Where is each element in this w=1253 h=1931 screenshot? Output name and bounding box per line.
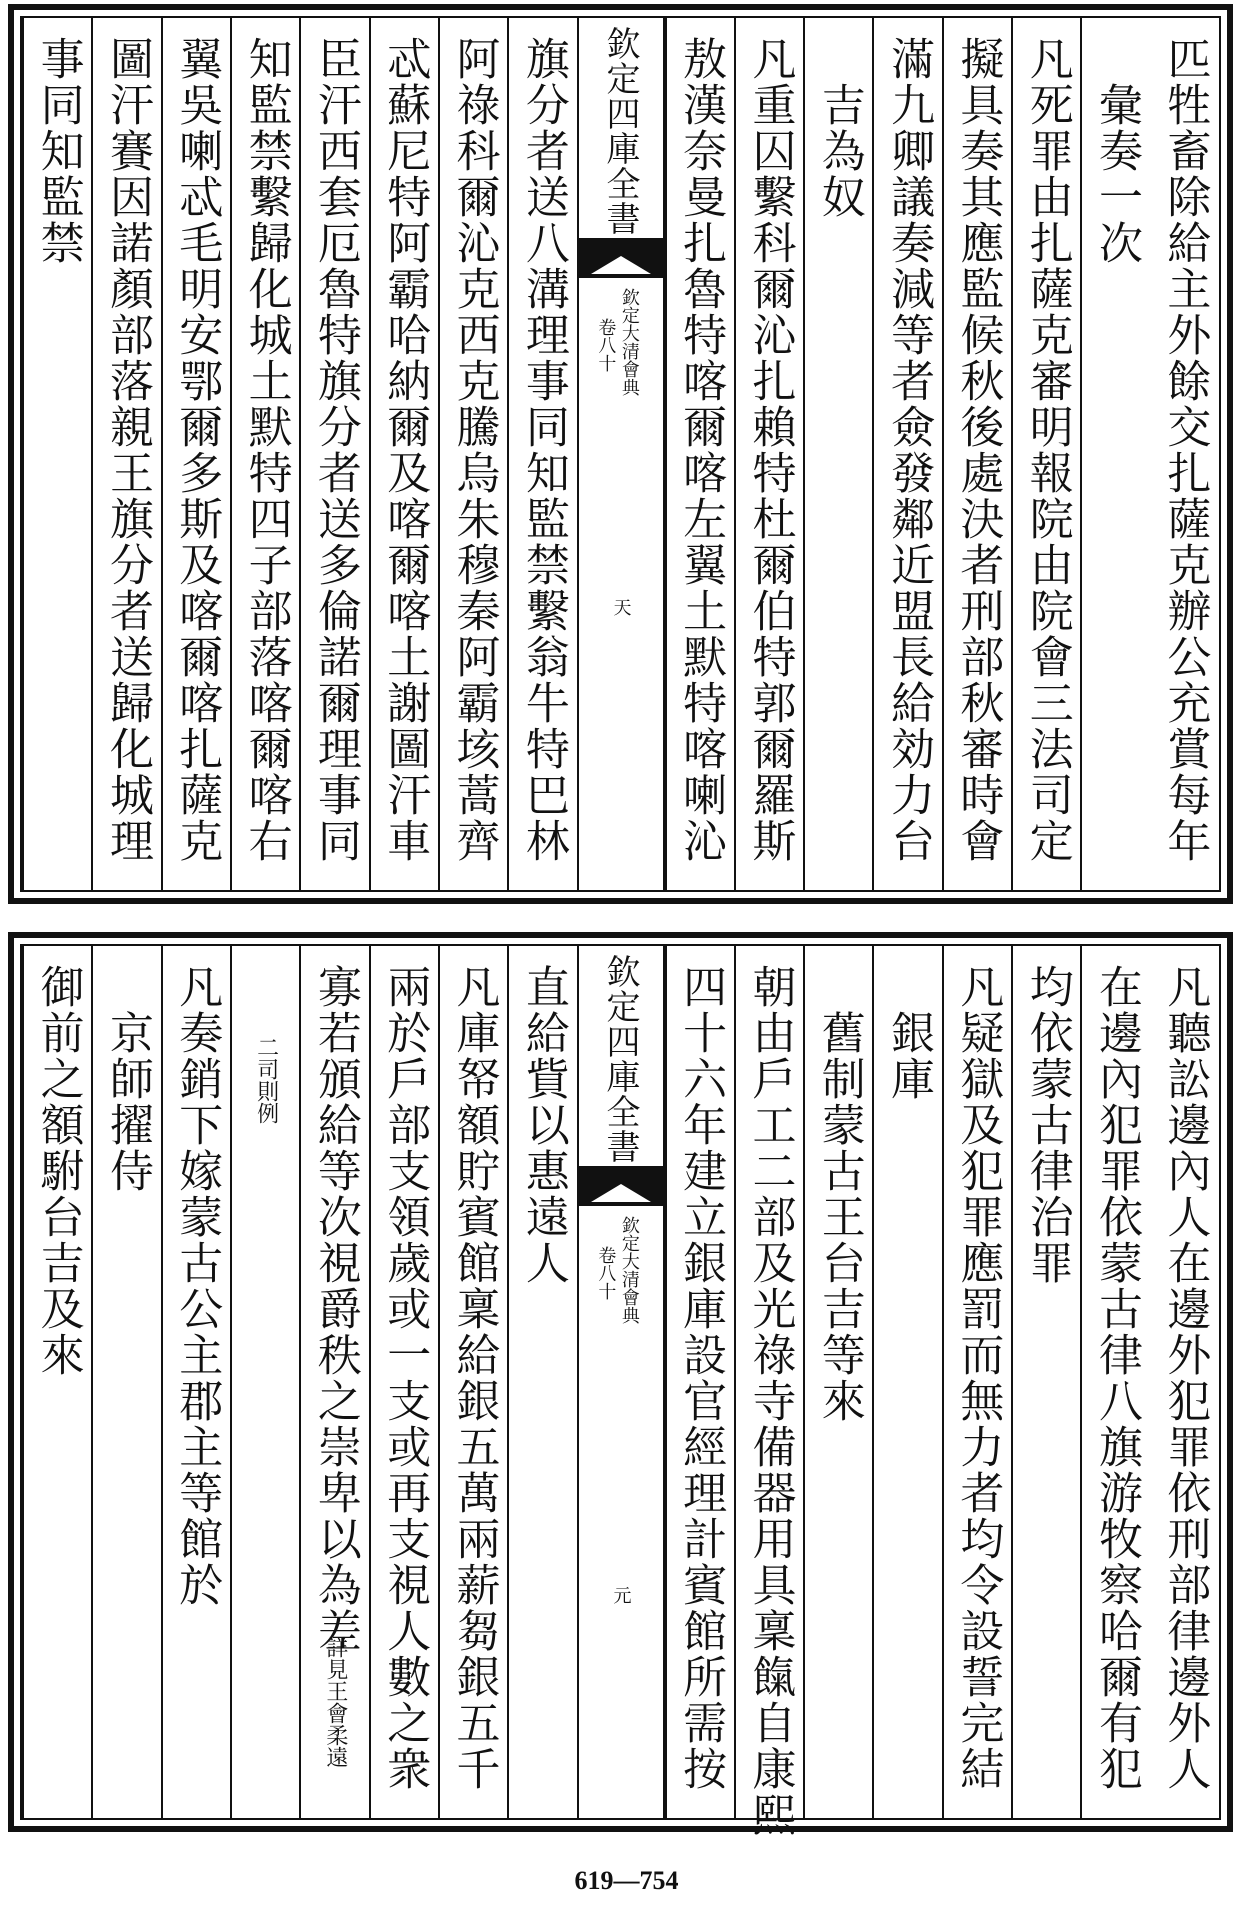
column-text: 在邊內犯罪依蒙古律八旗游牧察哈爾有犯 [1091,964,1143,1792]
book-center-strip [577,18,665,890]
column-text: 銀庫 [883,1010,935,1102]
text-column [438,946,507,1818]
text-column [91,18,160,890]
annotation-note: 詳見王會柔遠 [322,1636,348,1768]
text-column [91,946,160,1818]
column-text: 凡死罪由扎薩克審明報院由院會三法司定 [1021,36,1073,864]
text-column [803,946,872,1818]
column-text: 凡奏銷下嫁蒙古公主郡主等館於 [171,964,223,1608]
book-center-strip [577,946,665,1818]
text-column [1080,18,1149,890]
text-column [299,18,368,890]
text-column [507,18,576,890]
text-column [942,18,1011,890]
text-column [1011,18,1080,890]
text-column [299,946,368,1818]
column-text: 滿九卿議奏減等者僉發鄰近盟長給効力台 [883,36,935,864]
column-text: 均依蒙古律治罪 [1021,964,1073,1286]
column-text: 御前之額駙台吉及來 [32,964,84,1378]
page-number-footer: 619—754 [574,1866,679,1895]
fishtail-mark-icon [579,238,663,278]
bottom-text-frame [20,944,1221,1838]
column-text: 凡疑獄及犯罪應罰而無力者均令設誓完結 [952,964,1004,1792]
text-column [872,18,941,890]
text-column [230,946,299,1818]
text-column [734,946,803,1838]
column-text: 四十六年建立銀庫設官經理計賓館所需按 [675,964,727,1792]
text-column [507,946,576,1818]
column-text: 兩於戶部支領歲或一支或再支視人數之衆 [379,964,431,1792]
column-text: 翼吳喇忒毛明安鄂爾多斯及喀爾喀扎薩克 [171,36,223,864]
collection-title: 欽定四庫全書 [600,26,640,236]
leaf-number: 天 [610,598,632,616]
text-column [1080,946,1149,1818]
column-text: 知監禁繫歸化城土默特四子部落喀爾喀右 [240,36,292,864]
column-text: 事同知監禁 [32,36,84,266]
column-text: 凡重囚繫科爾沁扎賴特杜爾伯特郭爾羅斯 [744,36,796,864]
collection-title: 欽定四庫全書 [600,954,640,1164]
column-text: 圖汗賽因諾顏部落親王旗分者送歸化城理 [101,36,153,864]
column-text: 京師擢侍 [101,1010,153,1194]
text-column [803,18,872,890]
text-column [942,946,1011,1818]
column-text: 忒蘇尼特阿霸哈納爾及喀爾喀土謝圖汗車 [379,36,431,864]
text-column [872,946,941,1818]
volume-title: 欽定大清會典 [618,288,640,396]
column-text: 朝由戶工二部及光祿寺備器用具稟餼自康熙 [744,964,796,1838]
text-column [161,18,230,890]
fishtail-mark-icon [579,1166,663,1206]
column-text: 臣汗西套厄魯特旗分者送多倫諾爾理事同 [309,36,361,864]
text-column [22,946,91,1818]
text-column [1150,946,1219,1818]
column-text: 彙奏一次 [1091,82,1143,266]
text-column [665,946,734,1818]
text-column [1011,946,1080,1818]
column-text: 敖漢奈曼扎魯特喀爾喀左翼土默特喀喇沁 [675,36,727,864]
column-text: 凡庫帑額貯賓館稟給銀五萬兩薪芻銀五千 [448,964,500,1792]
text-column [438,18,507,890]
text-column [734,18,803,890]
column-text: 阿祿科爾沁克西克騰烏朱穆秦阿霸垓蒿齊 [448,36,500,864]
column-text: 吉為奴 [813,82,865,220]
column-text: 寡若頒給等次視爵秩之崇卑以為差 [309,964,361,1654]
top-page-panel [8,4,1233,904]
text-column [1150,18,1219,890]
column-text: 直給貲以惠遠人 [517,964,569,1286]
column-text: 凡聽訟邊內人在邊外犯罪依刑部律邊外人 [1159,964,1211,1792]
text-column [369,946,438,1818]
juan-number: 卷八十 [595,318,617,372]
leaf-number: 元 [610,1586,632,1604]
top-text-frame [20,16,1221,892]
text-column [369,18,438,890]
juan-number: 卷八十 [595,1246,617,1300]
column-text: 旗分者送八溝理事同知監禁繫翁牛特巴林 [517,36,569,864]
text-column [22,18,91,890]
column-text: 匹牲畜除給主外餘交扎薩克辦公充賞每年 [1159,36,1211,864]
column-text: 二司則例 [253,1036,279,1124]
text-column [665,18,734,890]
volume-title: 欽定大清會典 [618,1216,640,1324]
column-text: 舊制蒙古王台吉等來 [813,1010,865,1424]
text-column [230,18,299,890]
column-text: 擬具奏其應監候秋後處決者刑部秋審時會 [952,36,1004,864]
bottom-page-panel [8,932,1233,1838]
text-column [161,946,230,1818]
